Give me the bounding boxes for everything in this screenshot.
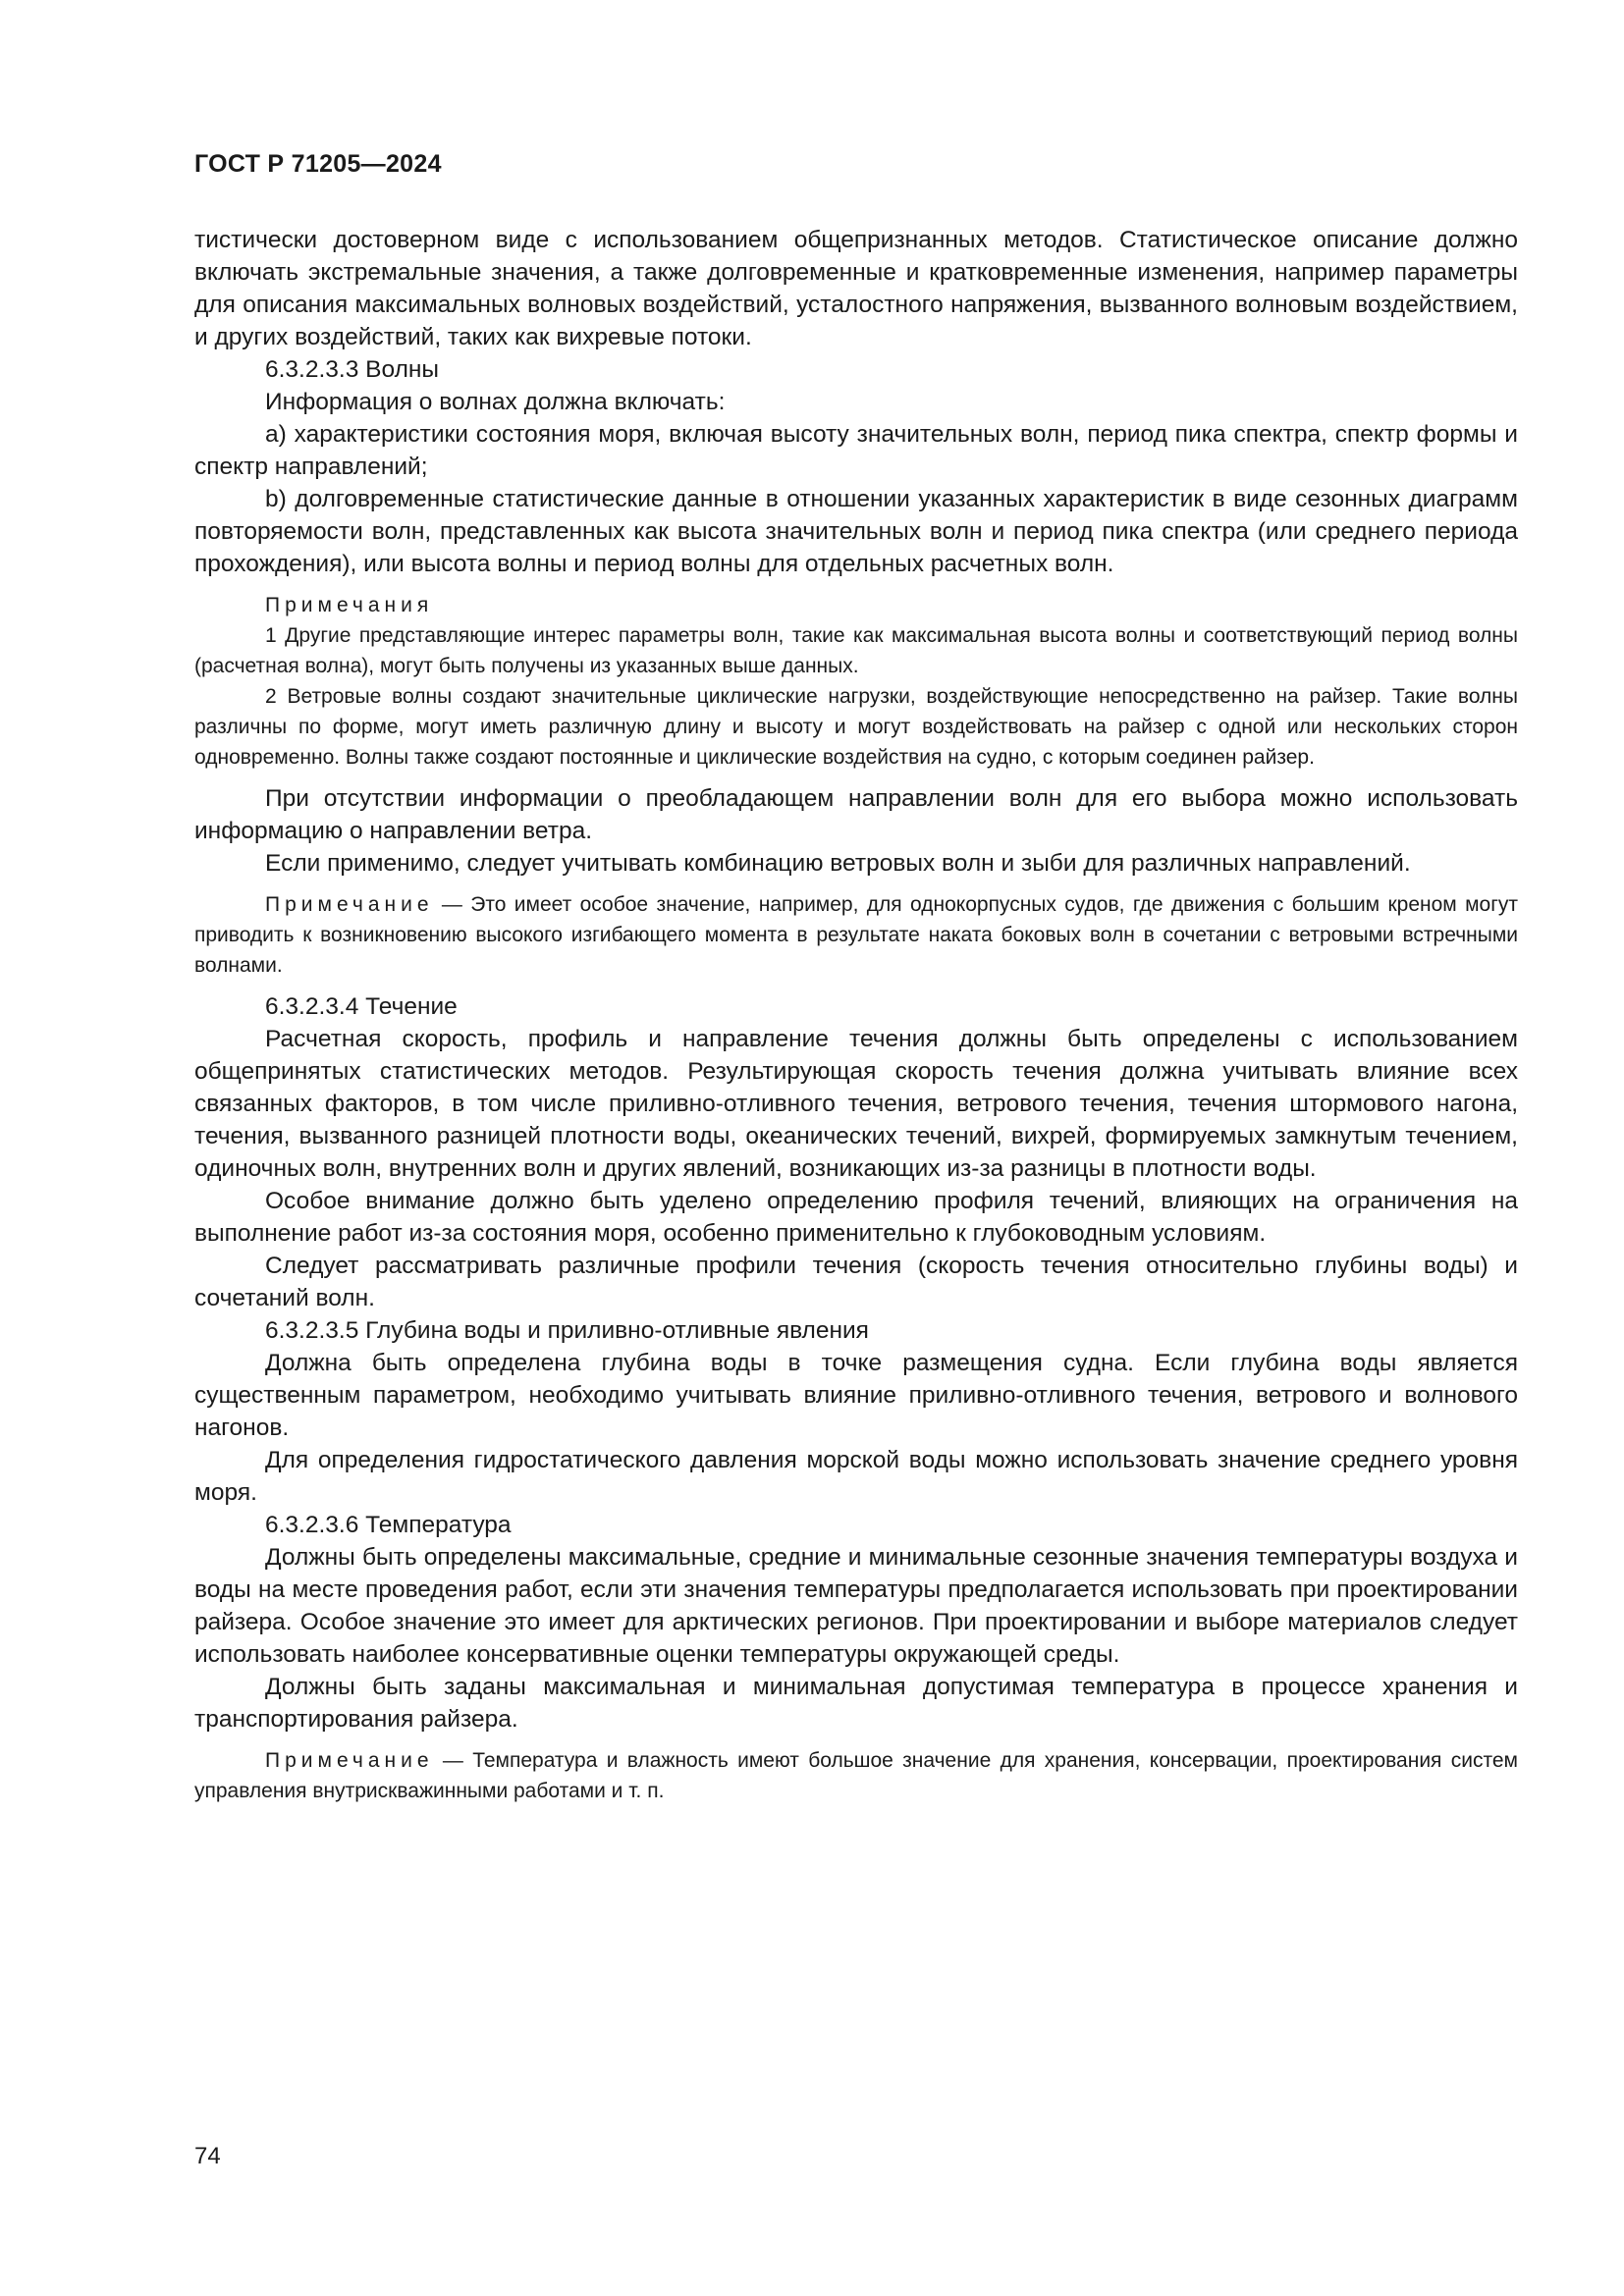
note-item — [194, 889, 1518, 981]
page-body — [194, 224, 1518, 1816]
paragraph: Для определения гидростатического давления морской воды можно использовать значение среднего уровня моря. — [194, 1447, 1518, 1506]
note-item: 1 Другие представляющие интерес параметры волн, такие как максимальная высота волны и соответствующий период волны (расчетная волна), могут быть получены из указанных выше данных. — [194, 624, 1518, 677]
note-item — [194, 1745, 1518, 1806]
paragraph: Расчетная скорость, профиль и направление течения должны быть определены с использованием общепринятых статистических методов. Результирующая скорость течения должна учитывать влияние всех связанных факторов, в том числе приливно-отливного течения, ветрового течения, течения штормового нагона, течения, вызванного разницей плотности воды, океанических течений, вихрей, формируемых замкнутым течением, одиночных волн, внутренних волн и других явлений, возникающих из-за разницы в плотности воды. — [194, 1026, 1518, 1182]
document-header: ГОСТ Р 71205—2024 — [194, 150, 442, 178]
section-heading-temperature: 6.3.2.3.6 Температура — [265, 1512, 512, 1538]
paragraph: тистически достоверном виде с использованием общепризнанных методов. Статистическое описание должно включать экстремальные значения, а также долговременные и кратковременные изменения, например параметры для описания максимальных волновых воздействий, усталостного напряжения, вызванного волновым воздействием, и других воздействий, таких как вихревые потоки. — [194, 227, 1518, 350]
notes-label — [194, 590, 1518, 620]
note-label: Примечание — [265, 1749, 434, 1772]
note-text: — Температура и влажность имеют большое значение для хранения, консервации, проектирования систем управления внутрискважинными работами и т. п. — [194, 1749, 1518, 1802]
paragraph: Если применимо, следует учитывать комбинацию ветровых волн и зыби для различных направлений. — [265, 850, 1411, 877]
note-item: 2 Ветровые волны создают значительные циклические нагрузки, воздействующие непосредственно на райзер. Такие волны различны по форме, могут иметь различную длину и высоту и могут воздействовать на райзер с одной или нескольких сторон одновременно. Волны также создают постоянные и циклические воздействия на судно, с которым соединен райзер. — [194, 685, 1518, 769]
paragraph: Следует рассматривать различные профили течения (скорость течения относительно глубины воды) и сочетаний волн. — [194, 1253, 1518, 1311]
note-block — [194, 889, 1518, 981]
paragraph: Должны быть заданы максимальная и минимальная допустимая температура в процессе хранения и транспортирования райзера. — [194, 1674, 1518, 1733]
section-heading-waves: 6.3.2.3.3 Волны — [265, 356, 440, 383]
page-number: 74 — [194, 2143, 221, 2169]
note-block — [194, 1745, 1518, 1806]
paragraph: Информация о волнах должна включать: — [265, 389, 726, 415]
list-item: a) характеристики состояния моря, включая высоту значительных волн, период пика спектра, спектр формы и спектр направлений; — [194, 421, 1518, 480]
notes-block — [194, 590, 1518, 773]
paragraph: Должны быть определены максимальные, средние и минимальные сезонные значения температуры воздуха и воды на месте проведения работ, если эти значения температуры предполагается использовать при проектировании райзера. Особое значение это имеет для арктических регионов. При проектировании и выборе материалов следует использовать наиболее консервативные оценки температуры окружающей среды. — [194, 1544, 1518, 1668]
section-heading-current: 6.3.2.3.4 Течение — [265, 993, 458, 1020]
notes-label-text: Примечания — [265, 594, 434, 616]
note-label: Примечание — [265, 893, 434, 916]
paragraph: При отсутствии информации о преобладающем направлении волн для его выбора можно использовать информацию о направлении ветра. — [194, 785, 1518, 844]
paragraph: Должна быть определена глубина воды в точке размещения судна. Если глубина воды является существенным параметром, необходимо учитывать влияние приливно-отливного течения, ветрового и волнового нагонов. — [194, 1350, 1518, 1441]
list-item: b) долговременные статистические данные в отношении указанных характеристик в виде сезонных диаграмм повторяемости волн, представленных как высота значительных волн и период пика спектра (или среднего периода прохождения), или высота волны и период волны для отдельных расчетных волн. — [194, 486, 1518, 577]
note-text: — Это имеет особое значение, например, для однокорпусных судов, где движения с большим креном могут приводить к возникновению высокого изгибающего момента в результате наката боковых волн в сочетании с ветровыми встречными волнами. — [194, 893, 1518, 977]
section-heading-depth: 6.3.2.3.5 Глубина воды и приливно-отливные явления — [265, 1317, 869, 1344]
paragraph: Особое внимание должно быть уделено определению профиля течений, влияющих на ограничения на выполнение работ из-за состояния моря, особенно применительно к глубоководным условиям. — [194, 1188, 1518, 1247]
